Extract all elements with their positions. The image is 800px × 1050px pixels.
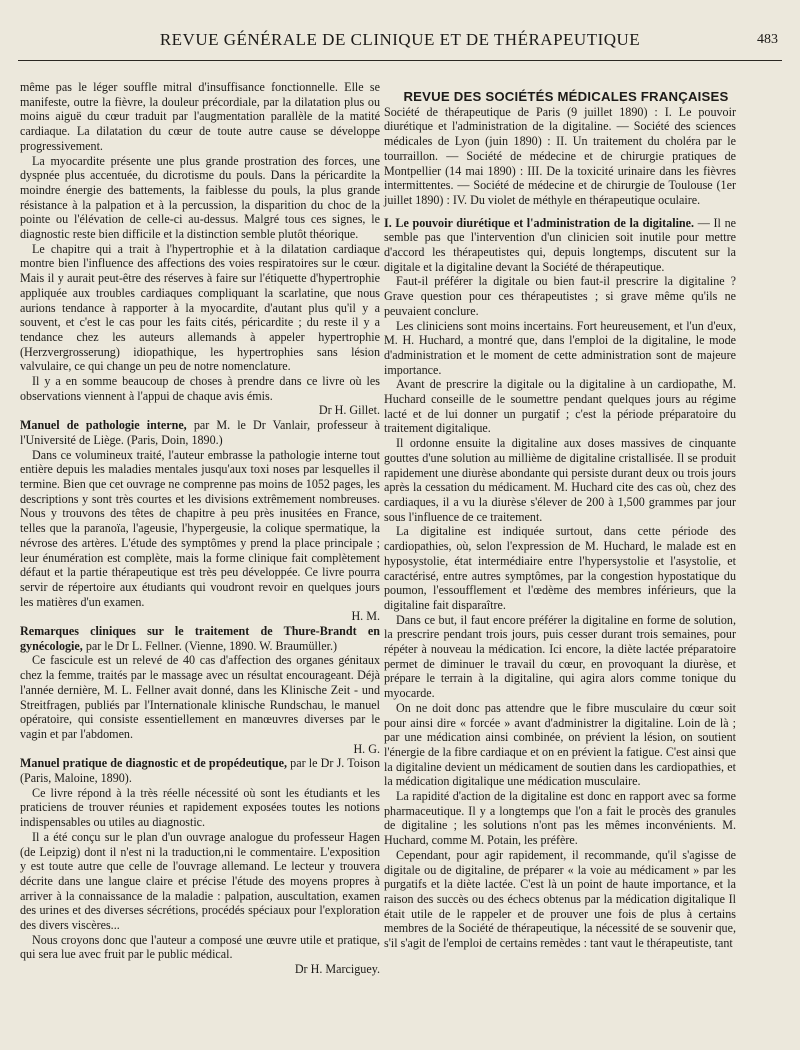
paragraph: La myocardite présente une plus grande prostration des forces, une dyspnée plus accentuée, du dicrotisme du pouls. Dans la péricardite la moindre énergie des battements, la faiblesse du pouls, la plus grande résistance à la palpation et à la percussion, la disparition du choc de la pointe ou l'élévation de celle-ci au-dessus. Malgré tous ces signes, le diagnostic reste bien difficile et la distinction semble plutôt théorique.: [20, 153, 380, 242]
signature: Dr H. Gillet.: [318, 403, 380, 418]
review-title: Manuel pratique de diagnostic et de propédeutique,: [20, 756, 287, 771]
paragraph: Dans ce but, il faut encore préférer la digitaline en forme de solution, la prescrire pendant trois jours, puis cesser durant trois semaines, pour répéter à nouveau la médication. Ici encore, la diète lactée préparatoire permet de diminuer le travail du cœur, en provoquant la diurèse, et prépare le terrain à la digitaline, qui agira alors comme tonique du myocarde.: [384, 612, 736, 701]
review-title: Remarques cliniques sur le traitement de Thure-Brandt en gynécologie,: [20, 624, 380, 653]
paragraph: Ce livre répond à la très réelle nécessité où sont les étudiants et les praticiens de trouver réunies et rapidement exposées toutes les notions indispensables ou utiles au diagnostic.: [20, 785, 380, 830]
paragraph: — Il ne semble pas que l'intervention d'un clinicien soit inutile pour mettre d'accord les thérapeutistes qui, depuis longtemps, discutent sur la digitale et la digitaline devant la Société de thérapeutique.: [384, 215, 736, 274]
signature: H. G.: [353, 741, 380, 756]
paragraph: Le chapitre qui a trait à l'hypertrophie et à la dilatation cardiaque montre bien l'influence des affections des voies respiratoires sur le cœur. Mais il y aurait peut-être des réserves à faire sur l'étiquette d'hypertrophie appliquée aux troubles cardiaques compliquant la scarlatine, que nous aurions tendance à rapporter à la myocardite, d'autant plus qu'il y a souvent, et c'est le cas pour les faits cités, péricardite ; du reste il y a tendance chez les auteurs allemands à appeler hypertrophie (Herzvergrosserung) idiopathique, les hypertrophies sans lésion valvulaire, ce qui change un peu de notre nomenclature.: [20, 241, 380, 374]
paragraph: Faut-il préférer la digitale ou bien faut-il prescrire la digitaline ? Grave question pour ces thérapeutistes ; si grave même qu'ils ne peuvaient conclure.: [384, 274, 736, 318]
left-column: [20, 80, 380, 977]
page-number: 483: [757, 32, 778, 47]
paragraph: La rapidité d'action de la digitaline est donc en rapport avec sa forme pharmaceutique. Il y a longtemps que l'on a fait le procès des granules de digitaline ; les solutions n'ont pas les mêmes inconvénients. M. Huchard, comme M. Potain, les préfère.: [384, 789, 736, 848]
paragraph: Les cliniciens sont moins incertains. Fort heureusement, et l'un d'eux, M. H. Huchard, a montré que, dans l'emploi de la digitaline, le mode d'administration et le moment de cette administration sont de majeure importance.: [384, 318, 736, 377]
header-rule: [18, 60, 782, 61]
paragraph: Nous croyons donc que l'auteur a composé une œuvre utile et pratique, qui sera lue avec fruit par le public médical.: [20, 932, 380, 962]
review-title: Manuel de pathologie interne,: [20, 418, 187, 433]
paragraph: On ne doit donc pas attendre que le fibre musculaire du cœur soit pour ainsi dire « forcée » avant d'administrer la digitaline. Loin de là ; par une médication ainsi combinée, on prévient la lésion, on soutient l'énergie de la fibre cardiaque et on en prévient la fatigue. C'est ainsi que la digitaline devient un médicament de soutien dans les cardiopathies, et la médication digitalique une médication musculaire.: [384, 700, 736, 789]
section-summary: [384, 105, 736, 208]
review-heading: [20, 624, 380, 653]
spacer: [384, 208, 736, 216]
paragraph: Avant de prescrire la digitale ou la digitaline à un cardiopathe, M. Huchard conseille de le soumettre pendant quelques jours au régime lacté et de lui donner un purgatif ; c'est la période préparatoire du traitement digitalique.: [384, 377, 736, 436]
article-title: I. Le pouvoir diurétique et l'administration de la digitaline.: [384, 215, 695, 230]
review-citation: par le Dr L. Fellner. (Vienne, 1890. W. Braumüller.): [85, 638, 338, 653]
paragraph: Il a été conçu sur le plan d'un ouvrage analogue du professeur Hagen (de Leipzig) dont il n'est ni la traduction,ni le commentaire. L'exposition y est toute autre que celle de l'ouvrage allemand. Le lecteur y trouvera décrite dans une langue claire et précise l'étude des moyens propres à arriver à la connaissance de la maladie : palpation, auscultation, examen des urines et des diverses sécrétions, procédés spéciaux pour l'exploration des divers viscères...: [20, 829, 380, 933]
paragraph: Cependant, pour agir rapidement, il recommande, qu'il s'agisse de digitale ou de digitaline, de préparer « la voie au médicament » par les purgatifs et la diète lactée. C'est là un point de haute importance, et la raison des succès ou des échecs obtenus par la médication digitalique Il était utile de le rappeler et de prouver une fois de plus à certains membres de la Société de thérapeutique, la nécessité de se souvenir que, s'il s'agit de l'emploi de certains remèdes : tant vaut le thérapeutiste, tant: [384, 847, 736, 951]
article-heading: [384, 216, 736, 275]
review-citation: par le Dr J. Toison (Paris, Maloine, 1890).: [20, 756, 380, 786]
signature: Dr H. Marciguey.: [294, 962, 380, 977]
signature: H. M.: [351, 609, 380, 624]
paragraph: Il y a en somme beaucoup de choses à prendre dans ce livre où les observations viennent à l'appui de chaque avis émis.: [20, 374, 380, 403]
paragraph: Ce fascicule est un relevé de 40 cas d'affection des organes génitaux chez la femme, traités par le massage avec un résultat encourageant. Déjà l'année dernière, M. L. Fellner avait donné, dans les Klinische Zeit - und Streitfragen, publiés par l'Internationale klinische Rundschau, le manuel opératoire, qui consiste essentiellement en manœuvres diverses par le vagin et par l'abdomen.: [20, 653, 380, 741]
paragraph: même pas le léger souffle mitral d'insuffisance fonctionnelle. Elle se manifeste, outre la fièvre, la douleur précordiale, par la dilatation plus ou moins aiguë du cœur traduit par l'augmentation parallèle de la matité cardiaque. La dilatation du cœur de toute autre cause se développe progressivement.: [20, 80, 380, 153]
section-title: REVUE DES SOCIÉTÉS MÉDICALES FRANÇAISES: [403, 89, 729, 104]
summary-text: Société de thérapeutique de Paris (9 juillet 1890) : I. Le pouvoir diurétique et l'administration de la digitaline. — Société des sciences médicales de Lyon (juin 1890) : II. Un traitement du choléra par le tourraillon. — Société de médecine et de chirurgie pratiques de Montpellier (14 mai 1890) : III. De la toxicité urinaire dans les fièvres intermittentes. — Société de médecine et de chirurgie de Toulouse (1er juillet 1890) : IV. Du violet de méthyle en thérapeutique oculaire.: [384, 104, 736, 207]
paragraph: Il ordonne ensuite la digitaline aux doses massives de cinquante gouttes d'une solution au millième de digitaline cristallisée. Il se produit rapidement une diurèse abondante qui persiste durant deux ou trois jours après la cessation du médicament. M. Huchard cite des cas où, chez des cardiaques, il a vu la diurèse s'élever de 200 à 1,500 grammes par jour sous l'influence de ce traitement.: [384, 436, 736, 524]
review-heading: [20, 418, 380, 447]
review-heading: [20, 756, 380, 785]
journal-title: REVUE GÉNÉRALE DE CLINIQUE ET DE THÉRAPEUTIQUE: [159, 30, 641, 49]
paragraph: Dans ce volumineux traité, l'auteur embrasse la pathologie interne tout entière depuis les maladies mentales jusqu'aux toxi noses par lesquelles il termine. Bien que cet ouvrage ne comprenne pas moins de 1052 pages, les descriptions y sont très courtes et les divisions extrêmement nombreuses. Nous y trouvons des têtes de chapitre à peu près inusitées en France, telles que la paranoïa, l'ageusie, l'hypergeusie, la colique spermatique, la névrose des artères. L'étude des symptômes y prend la place principale ; leur énumération est complète, mais la forme clinique fait complètement défaut et la partie thérapeutique est très peu développée. Ce livre pourra servir de répertoire aux étudiants qui voudront revoir en quelques jours les matières d'un examen.: [20, 447, 381, 609]
right-column: [384, 90, 736, 951]
paragraph: La digitaline est indiquée surtout, dans cette période des cardiopathies, où, selon l'expression de M. Huchard, le malade est en hyposystolie, état intermédiaire entre l'hypersystolie et l'asystolie, et caractérisé, entre autres symptômes, par la congestion hypostatique du poumon, l'essoufflement et l'œdème des membres inférieurs, que la digitaline fait disparaître.: [384, 524, 736, 612]
running-header: [20, 30, 780, 58]
review-citation: par M. le Dr Vanlair, professeur à l'Université de Liège. (Paris, Doin, 1890.): [20, 418, 380, 447]
